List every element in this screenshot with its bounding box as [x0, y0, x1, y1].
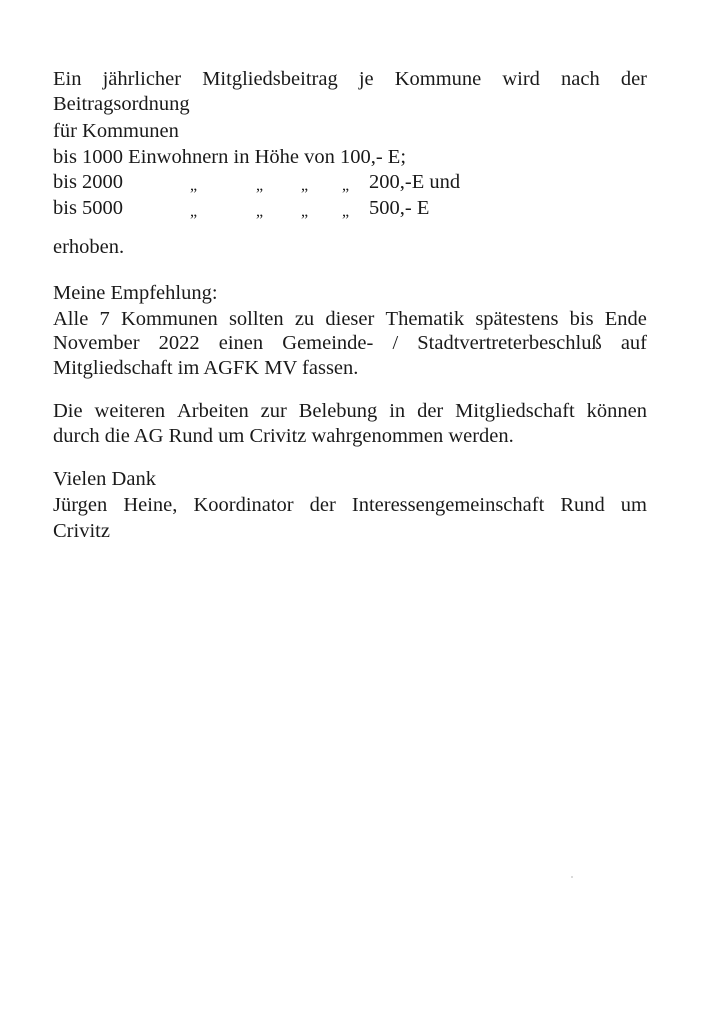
word: 2022 — [158, 332, 200, 354]
word: Ein — [53, 68, 82, 90]
word: Die — [53, 400, 83, 422]
word: sollten — [228, 308, 284, 330]
para3-line2 — [53, 331, 647, 355]
signature-line1 — [53, 493, 647, 517]
word: jährlicher — [102, 68, 182, 90]
ditto-mark: „ — [301, 203, 309, 220]
word: Koordinator — [193, 494, 294, 516]
para1-line2: Beitragsordnung — [53, 93, 190, 115]
ditto-mark: „ — [190, 177, 198, 194]
word: weiteren — [94, 400, 166, 422]
word: der — [620, 68, 647, 90]
word: nach — [561, 68, 600, 90]
word: Jürgen — [53, 494, 108, 516]
para1-line3: für Kommunen — [53, 120, 179, 142]
para1-line1 — [53, 67, 647, 91]
word: der — [309, 494, 336, 516]
para3-line1 — [53, 307, 647, 331]
ditto-mark: „ — [256, 203, 264, 220]
fee-row-2000-label: bis 2000 — [53, 171, 124, 193]
para4-line2: durch die AG Rund um Crivitz wahrgenommen werden. — [53, 425, 514, 447]
fee-row-5000-label: bis 5000 — [53, 197, 124, 219]
word: zu — [294, 308, 315, 330]
para4-line1 — [53, 399, 647, 423]
word: Mitgliedsbeitrag — [202, 68, 338, 90]
word: dieser — [325, 308, 375, 330]
word: Arbeiten — [177, 400, 249, 422]
word: auf — [620, 332, 647, 354]
para2: erhoben. — [53, 236, 125, 258]
word: Kommunen — [120, 308, 218, 330]
word: in — [389, 400, 406, 422]
word: um — [620, 494, 647, 516]
ditto-mark: „ — [342, 177, 350, 194]
word: 7 — [99, 308, 110, 330]
word: der — [417, 400, 444, 422]
word: Belebung — [298, 400, 378, 422]
word: Alle — [53, 308, 89, 330]
para3-line3: Mitgliedschaft im AGFK MV fassen. — [53, 357, 359, 379]
para1-line4: bis 1000 Einwohnern in Höhe von 100,- E; — [53, 146, 407, 168]
word: Mitgliedschaft — [455, 400, 575, 422]
word: einen — [218, 332, 264, 354]
scan-speck — [571, 876, 573, 878]
fee-row-2000-amount: 200,-E und — [369, 171, 461, 193]
word: zur — [260, 400, 287, 422]
para3-heading: Meine Empfehlung: — [53, 282, 218, 304]
signature-line2: Crivitz — [53, 520, 110, 542]
word: / — [392, 332, 399, 354]
word: Ende — [604, 308, 647, 330]
closing-thanks: Vielen Dank — [53, 468, 156, 490]
word: Interessengemeinschaft — [351, 494, 545, 516]
ditto-mark: „ — [342, 203, 350, 220]
ditto-mark: „ — [301, 177, 309, 194]
word: Kommune — [394, 68, 482, 90]
word: können — [586, 400, 647, 422]
word: Stadtvertreterbeschluß — [417, 332, 602, 354]
word: Heine, — [123, 494, 178, 516]
word: Rund — [560, 494, 605, 516]
fee-row-5000-amount: 500,- E — [369, 197, 430, 219]
word: spätestens — [475, 308, 559, 330]
word: wird — [502, 68, 540, 90]
ditto-mark: „ — [190, 203, 198, 220]
word: je — [358, 68, 374, 90]
word: Gemeinde- — [282, 332, 374, 354]
word: Thematik — [385, 308, 465, 330]
ditto-mark: „ — [256, 177, 264, 194]
word: November — [53, 332, 140, 354]
word: bis — [569, 308, 594, 330]
